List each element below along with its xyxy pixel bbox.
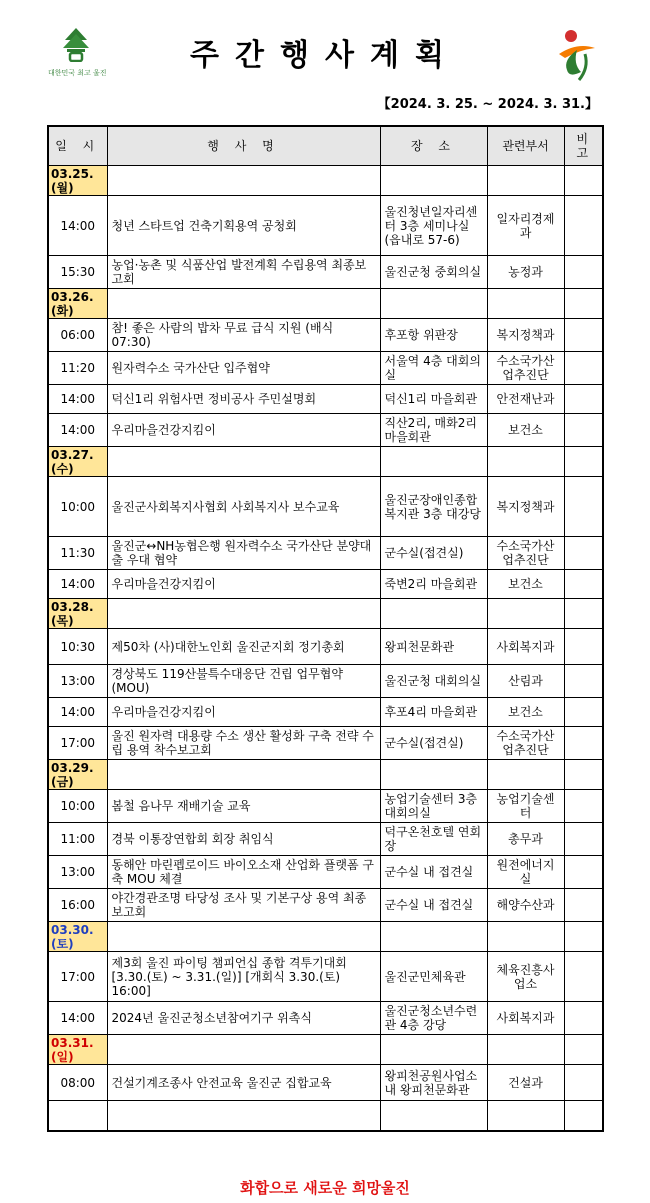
empty-cell bbox=[564, 599, 603, 629]
event-time: 14:00 bbox=[48, 1002, 107, 1035]
event-place: 울진청년일자리센터 3층 세미나실 (읍내로 57-6) bbox=[380, 196, 487, 256]
empty-cell bbox=[380, 760, 487, 790]
empty-cell bbox=[487, 289, 564, 319]
empty-cell bbox=[564, 166, 603, 196]
event-department: 안전재난과 bbox=[487, 385, 564, 414]
empty-cell bbox=[564, 922, 603, 952]
event-place: 덕구온천호텔 연회장 bbox=[380, 823, 487, 856]
table-row bbox=[48, 477, 603, 537]
event-place: 군수실 내 접견실 bbox=[380, 856, 487, 889]
event-name: 울진 원자력 대용량 수소 생산 활성화 구축 전략 수립 용역 착수보고회 bbox=[107, 727, 380, 760]
event-remarks bbox=[564, 256, 603, 289]
event-time: 16:00 bbox=[48, 889, 107, 922]
date-cell: 03.25.(월) bbox=[48, 166, 107, 196]
event-remarks bbox=[564, 1065, 603, 1101]
event-department: 총무과 bbox=[487, 823, 564, 856]
empty-cell bbox=[380, 166, 487, 196]
date-row bbox=[48, 1035, 603, 1065]
table-row bbox=[48, 727, 603, 760]
date-row bbox=[48, 289, 603, 319]
event-department: 수소국가산업추진단 bbox=[487, 352, 564, 385]
event-department: 산림과 bbox=[487, 665, 564, 698]
table-row bbox=[48, 319, 603, 352]
empty-cell bbox=[564, 1101, 603, 1131]
empty-cell bbox=[564, 289, 603, 319]
empty-cell bbox=[107, 447, 380, 477]
event-place: 덕신1리 마을회관 bbox=[380, 385, 487, 414]
event-remarks bbox=[564, 414, 603, 447]
event-remarks bbox=[564, 1002, 603, 1035]
event-time: 11:20 bbox=[48, 352, 107, 385]
event-time: 13:00 bbox=[48, 665, 107, 698]
event-remarks bbox=[564, 477, 603, 537]
event-department: 수소국가산업추진단 bbox=[487, 537, 564, 570]
empty-cell bbox=[380, 599, 487, 629]
table-row bbox=[48, 352, 603, 385]
event-place: 울진군청소년수련관 4층 강당 bbox=[380, 1002, 487, 1035]
empty-cell bbox=[107, 922, 380, 952]
date-row bbox=[48, 447, 603, 477]
event-name: 청년 스타트업 건축기획용역 공청회 bbox=[107, 196, 380, 256]
event-department: 건설과 bbox=[487, 1065, 564, 1101]
table-row bbox=[48, 414, 603, 447]
event-department: 복지정책과 bbox=[487, 477, 564, 537]
empty-cell bbox=[487, 599, 564, 629]
event-name: 제3회 울진 파이팅 챔피언십 종합 격투기대회 [3.30.(토) ~ 3.31.(일)] [개회식 3.30.(토) 16:00] bbox=[107, 952, 380, 1002]
empty-cell bbox=[380, 922, 487, 952]
event-time: 15:30 bbox=[48, 256, 107, 289]
table-row bbox=[48, 196, 603, 256]
event-name: 동해안 마린펩로이드 바이오소재 산업화 플랫폼 구축 MOU 체결 bbox=[107, 856, 380, 889]
event-time: 14:00 bbox=[48, 414, 107, 447]
date-row bbox=[48, 922, 603, 952]
date-cell: 03.29.(금) bbox=[48, 760, 107, 790]
blank-row bbox=[48, 1101, 603, 1131]
date-row bbox=[48, 760, 603, 790]
event-name: 경북 이통장연합회 회장 취임식 bbox=[107, 823, 380, 856]
event-remarks bbox=[564, 790, 603, 823]
date-cell: 03.31.(일) bbox=[48, 1035, 107, 1065]
event-time: 10:00 bbox=[48, 790, 107, 823]
empty-cell bbox=[107, 1035, 380, 1065]
event-department: 사회복지과 bbox=[487, 629, 564, 665]
table-row bbox=[48, 889, 603, 922]
event-name: 울진군↔NH농협은행 원자력수소 국가산단 분양대출 우대 협약 bbox=[107, 537, 380, 570]
event-remarks bbox=[564, 319, 603, 352]
event-place: 울진군청 대회의실 bbox=[380, 665, 487, 698]
empty-cell bbox=[564, 447, 603, 477]
event-department: 복지정책과 bbox=[487, 319, 564, 352]
event-place: 군수실 내 접견실 bbox=[380, 889, 487, 922]
empty-cell bbox=[487, 1101, 564, 1131]
event-place: 울진군민체육관 bbox=[380, 952, 487, 1002]
event-place: 군수실(접견실) bbox=[380, 727, 487, 760]
event-place: 군수실(접견실) bbox=[380, 537, 487, 570]
event-department: 일자리경제과 bbox=[487, 196, 564, 256]
table-row bbox=[48, 665, 603, 698]
table-row bbox=[48, 1065, 603, 1101]
date-cell: 03.30.(토) bbox=[48, 922, 107, 952]
event-department: 농정과 bbox=[487, 256, 564, 289]
table-row bbox=[48, 385, 603, 414]
event-name: 우리마을건강지킴이 bbox=[107, 570, 380, 599]
event-time: 10:00 bbox=[48, 477, 107, 537]
event-time: 17:00 bbox=[48, 727, 107, 760]
empty-cell bbox=[107, 289, 380, 319]
logo-caption: 대한민국 최고 울진 bbox=[48, 69, 107, 77]
event-time: 06:00 bbox=[48, 319, 107, 352]
empty-cell bbox=[564, 760, 603, 790]
empty-cell bbox=[487, 166, 564, 196]
header bbox=[0, 0, 650, 112]
col-place: 장 소 bbox=[380, 126, 487, 166]
date-cell: 03.26.(화) bbox=[48, 289, 107, 319]
event-time: 11:30 bbox=[48, 537, 107, 570]
event-remarks bbox=[564, 727, 603, 760]
empty-cell bbox=[107, 599, 380, 629]
empty-cell bbox=[380, 1035, 487, 1065]
slogan-footer: 화합으로 새로운 희망울진 bbox=[240, 1179, 410, 1197]
col-remarks: 비 고 bbox=[564, 126, 603, 166]
table-row bbox=[48, 952, 603, 1002]
event-department: 해양수산과 bbox=[487, 889, 564, 922]
empty-cell bbox=[380, 289, 487, 319]
empty-cell bbox=[107, 760, 380, 790]
empty-cell bbox=[380, 447, 487, 477]
event-place: 후포4리 마을회관 bbox=[380, 698, 487, 727]
event-department: 체육진흥사업소 bbox=[487, 952, 564, 1002]
table-header-row bbox=[48, 126, 603, 166]
empty-cell bbox=[380, 1101, 487, 1131]
col-event-name: 행 사 명 bbox=[107, 126, 380, 166]
weekly-schedule-table bbox=[47, 125, 604, 1132]
date-row bbox=[48, 166, 603, 196]
event-department: 사회복지과 bbox=[487, 1002, 564, 1035]
empty-cell bbox=[107, 1101, 380, 1131]
date-cell: 03.28.(목) bbox=[48, 599, 107, 629]
event-name: 제50차 (사)대한노인회 울진군지회 정기총회 bbox=[107, 629, 380, 665]
schedule-period: 【2024. 3. 25. ~ 2024. 3. 31.】 bbox=[377, 97, 598, 112]
event-place: 직산2리, 매화2리 마을회관 bbox=[380, 414, 487, 447]
event-remarks bbox=[564, 856, 603, 889]
event-remarks bbox=[564, 665, 603, 698]
event-place: 울진군청 중회의실 bbox=[380, 256, 487, 289]
event-remarks bbox=[564, 952, 603, 1002]
event-time: 14:00 bbox=[48, 385, 107, 414]
event-remarks bbox=[564, 889, 603, 922]
empty-cell bbox=[487, 1035, 564, 1065]
event-name: 야간경관조명 타당성 조사 및 기본구상 용역 최종보고회 bbox=[107, 889, 380, 922]
event-remarks bbox=[564, 823, 603, 856]
event-time: 11:00 bbox=[48, 823, 107, 856]
event-place: 왕피천공원사업소 내 왕피천문화관 bbox=[380, 1065, 487, 1101]
event-time: 14:00 bbox=[48, 196, 107, 256]
event-remarks bbox=[564, 196, 603, 256]
event-name: 농업·농촌 및 식품산업 발전계획 수립용역 최종보고회 bbox=[107, 256, 380, 289]
table-row bbox=[48, 537, 603, 570]
event-time: 13:00 bbox=[48, 856, 107, 889]
col-department: 관련부서 bbox=[487, 126, 564, 166]
event-time: 14:00 bbox=[48, 698, 107, 727]
table-row bbox=[48, 698, 603, 727]
event-time: 17:00 bbox=[48, 952, 107, 1002]
event-place: 후포항 위판장 bbox=[380, 319, 487, 352]
event-remarks bbox=[564, 629, 603, 665]
emblem-logo-icon bbox=[555, 28, 599, 82]
event-department: 보건소 bbox=[487, 570, 564, 599]
table-row bbox=[48, 823, 603, 856]
event-time: 14:00 bbox=[48, 570, 107, 599]
page-title: 주간행사계획 bbox=[190, 38, 460, 73]
event-remarks bbox=[564, 385, 603, 414]
table-row bbox=[48, 856, 603, 889]
event-remarks bbox=[564, 352, 603, 385]
event-department: 원전에너지실 bbox=[487, 856, 564, 889]
event-name: 우리마을건강지킴이 bbox=[107, 698, 380, 727]
event-place: 울진군장애인종합복지관 3층 대강당 bbox=[380, 477, 487, 537]
event-department: 농업기술센터 bbox=[487, 790, 564, 823]
event-name: 봄철 음나무 재배기술 교육 bbox=[107, 790, 380, 823]
event-department: 수소국가산업추진단 bbox=[487, 727, 564, 760]
table-row bbox=[48, 790, 603, 823]
event-place: 농업기술센터 3층 대회의실 bbox=[380, 790, 487, 823]
event-name: 울진군사회복지사협회 사회복지사 보수교육 bbox=[107, 477, 380, 537]
event-name: 원자력수소 국가산단 입주협약 bbox=[107, 352, 380, 385]
table-row bbox=[48, 256, 603, 289]
empty-cell bbox=[487, 447, 564, 477]
empty-cell bbox=[487, 922, 564, 952]
event-name: 참! 좋은 사람의 밥차 무료 급식 지원 (배식 07:30) bbox=[107, 319, 380, 352]
date-cell: 03.27.(수) bbox=[48, 447, 107, 477]
empty-cell bbox=[107, 166, 380, 196]
table-row bbox=[48, 629, 603, 665]
event-name: 우리마을건강지킴이 bbox=[107, 414, 380, 447]
col-datetime: 일 시 bbox=[48, 126, 107, 166]
table-row bbox=[48, 570, 603, 599]
event-name: 경상북도 119산불특수대응단 건립 업무협약(MOU) bbox=[107, 665, 380, 698]
empty-cell bbox=[487, 760, 564, 790]
event-department: 보건소 bbox=[487, 698, 564, 727]
event-place: 서울역 4층 대회의실 bbox=[380, 352, 487, 385]
event-place: 죽변2리 마을회관 bbox=[380, 570, 487, 599]
empty-cell bbox=[564, 1035, 603, 1065]
event-name: 건설기계조종사 안전교육 울진군 집합교육 bbox=[107, 1065, 380, 1101]
event-time: 08:00 bbox=[48, 1065, 107, 1101]
table-row bbox=[48, 1002, 603, 1035]
event-place: 왕피천문화관 bbox=[380, 629, 487, 665]
date-row bbox=[48, 599, 603, 629]
event-remarks bbox=[564, 537, 603, 570]
event-remarks bbox=[564, 698, 603, 727]
event-remarks bbox=[564, 570, 603, 599]
event-name: 덕신1리 위험사면 정비공사 주민설명회 bbox=[107, 385, 380, 414]
event-time: 10:30 bbox=[48, 629, 107, 665]
empty-cell bbox=[48, 1101, 107, 1131]
event-name: 2024년 울진군청소년참여기구 위촉식 bbox=[107, 1002, 380, 1035]
event-department: 보건소 bbox=[487, 414, 564, 447]
